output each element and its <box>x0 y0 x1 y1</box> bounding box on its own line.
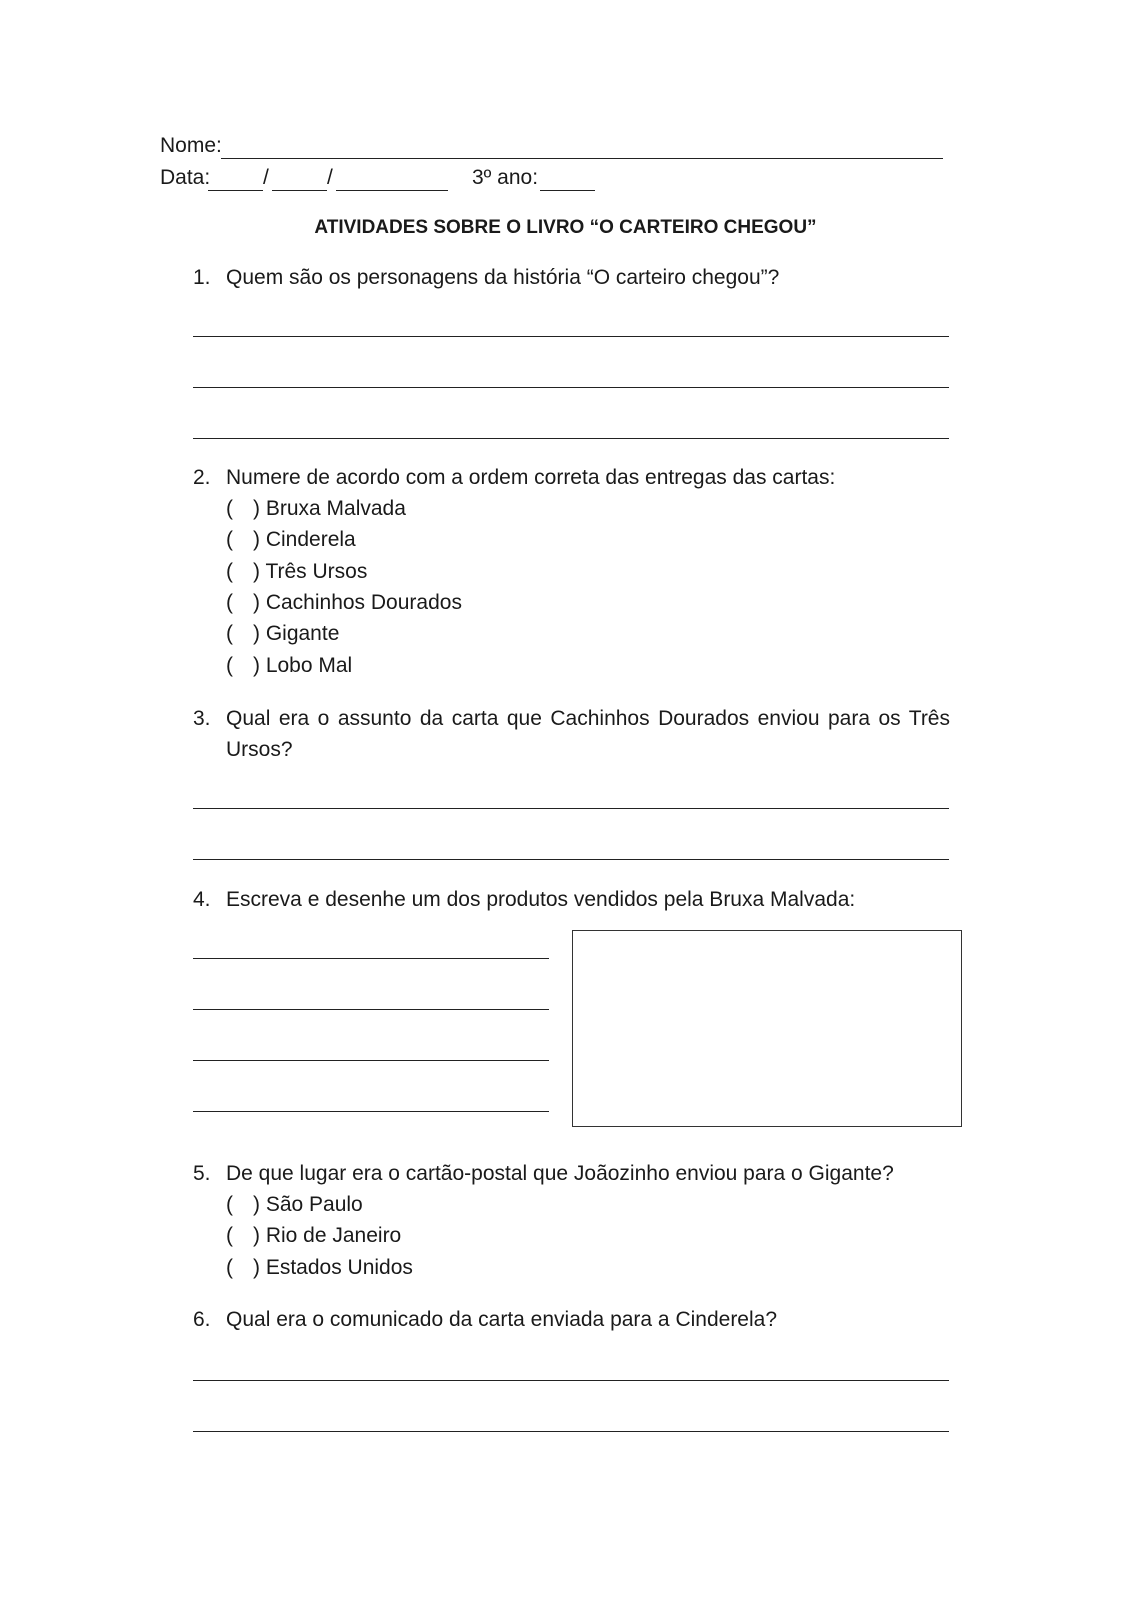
option-label: ) Cinderela <box>253 528 356 551</box>
date-label: Data: <box>160 166 211 189</box>
name-blank-line[interactable] <box>221 158 943 159</box>
answer-line[interactable] <box>193 958 549 959</box>
question-6-text: Qual era o comunicado da carta enviada para a Cinderela? <box>226 1308 778 1331</box>
answer-line[interactable] <box>193 1009 549 1010</box>
question-number: 5. <box>193 1162 211 1185</box>
grade-blank[interactable] <box>540 190 595 191</box>
option-label: ) Estados Unidos <box>253 1256 413 1279</box>
question-number: 2. <box>193 466 211 489</box>
question-1-text: Quem são os personagens da história “O carteiro chegou”? <box>226 266 780 289</box>
checkbox-open-paren[interactable]: ( <box>226 591 233 614</box>
checkbox-open-paren[interactable]: ( <box>226 1224 233 1247</box>
question-number: 6. <box>193 1308 211 1331</box>
option-label: ) Três Ursos <box>253 560 368 583</box>
answer-line[interactable] <box>193 859 949 860</box>
date-month-blank[interactable] <box>272 190 327 191</box>
date-day-blank[interactable] <box>208 190 263 191</box>
answer-line[interactable] <box>193 1431 949 1432</box>
answer-line[interactable] <box>193 387 949 388</box>
worksheet-title: ATIVIDADES SOBRE O LIVRO “O CARTEIRO CHEGOU” <box>314 217 817 238</box>
question-5-text: De que lugar era o cartão-postal que Joãozinho enviou para o Gigante? <box>226 1162 894 1185</box>
checkbox-open-paren[interactable]: ( <box>226 622 233 645</box>
checkbox-open-paren[interactable]: ( <box>226 1193 233 1216</box>
checkbox-open-paren[interactable]: ( <box>226 560 233 583</box>
answer-line[interactable] <box>193 336 949 337</box>
question-number: 3. <box>193 707 211 730</box>
checkbox-open-paren[interactable]: ( <box>226 1256 233 1279</box>
answer-line[interactable] <box>193 1060 549 1061</box>
option-label: ) São Paulo <box>253 1193 363 1216</box>
option-label: ) Cachinhos Dourados <box>253 591 462 614</box>
answer-line[interactable] <box>193 438 949 439</box>
answer-line[interactable] <box>193 1380 949 1381</box>
answer-line[interactable] <box>193 1111 549 1112</box>
date-separator: / <box>263 166 269 189</box>
answer-line[interactable] <box>193 808 949 809</box>
question-2-text: Numere de acordo com a ordem correta das entregas das cartas: <box>226 466 836 489</box>
question-4-text: Escreva e desenhe um dos produtos vendidos pela Bruxa Malvada: <box>226 888 856 911</box>
question-3-text-line2: Ursos? <box>226 738 293 761</box>
checkbox-open-paren[interactable]: ( <box>226 528 233 551</box>
name-label: Nome: <box>160 134 222 157</box>
option-label: ) Rio de Janeiro <box>253 1224 402 1247</box>
question-number: 4. <box>193 888 211 911</box>
checkbox-open-paren[interactable]: ( <box>226 654 233 677</box>
grade-label: 3º ano: <box>472 166 539 189</box>
date-year-blank[interactable] <box>336 190 448 191</box>
question-3-text-line1: Qual era o assunto da carta que Cachinhos Dourados enviou para os Três <box>226 707 950 730</box>
question-number: 1. <box>193 266 211 289</box>
date-separator: / <box>327 166 333 189</box>
checkbox-open-paren[interactable]: ( <box>226 497 233 520</box>
option-label: ) Lobo Mal <box>253 654 353 677</box>
option-label: ) Bruxa Malvada <box>253 497 406 520</box>
option-label: ) Gigante <box>253 622 340 645</box>
drawing-box[interactable] <box>572 930 962 1127</box>
